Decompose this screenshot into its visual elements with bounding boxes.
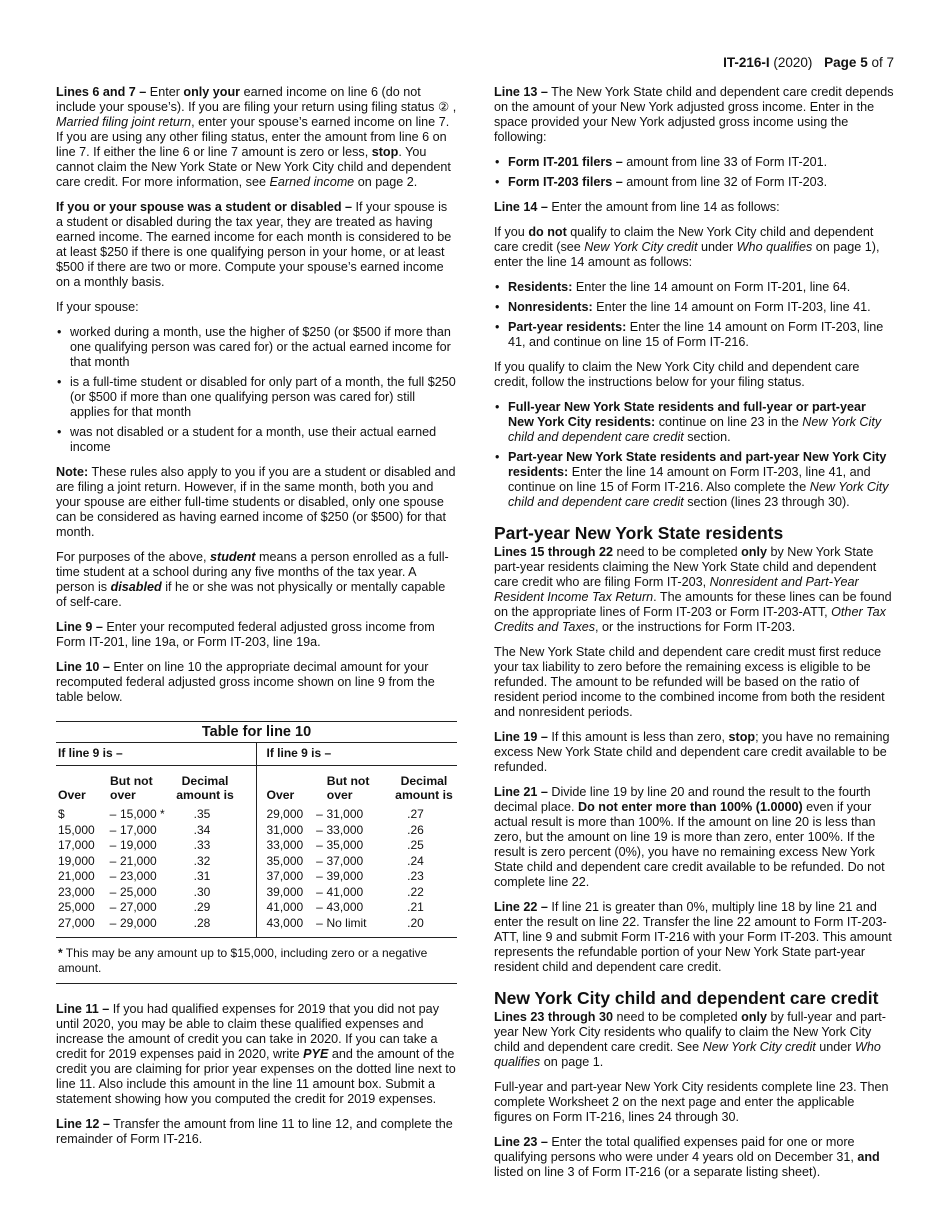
- nyc-credit-heading: New York City child and dependent care credit: [494, 988, 879, 1008]
- text: even if your actual result is more than 100%. If the amount on line 20 is less than zero, but the amount on line 19 is more than zero, enter 100%. If the result is zero percent (0%), you have no remaining excess New York State child and dependent care credit available to be refunded. Do not complete line 22.: [494, 800, 885, 889]
- text: Enter the line 14 amount on Form IT-201, line 64.: [572, 280, 851, 294]
- table-row: [257, 854, 458, 870]
- line-11-paragraph: [56, 1002, 457, 1107]
- table-row: [257, 869, 458, 885]
- student-heading: If you or your spouse was a student or disabled –: [56, 200, 353, 214]
- cell-dash: –: [316, 915, 323, 930]
- spouse-bullet-list: [56, 325, 457, 455]
- cell-but-not-over: 19,000: [120, 838, 157, 852]
- emphasis: Nonresident and Part-Year Resident Income Tax Return: [494, 575, 859, 604]
- cell-dash: –: [109, 915, 117, 930]
- text: means a person enrolled as a full-time student at a school during any five months of the tax year. A person is: [56, 550, 449, 594]
- table-row: [257, 823, 458, 839]
- lines-6-7-paragraph: [56, 85, 457, 190]
- cell-over: 39,000: [266, 884, 304, 899]
- cell-decimal: .33: [193, 838, 211, 852]
- cell-decimal: .27: [407, 807, 424, 821]
- cell-over: 21,000: [58, 869, 95, 883]
- cell-but-not-over: 39,000: [326, 869, 364, 883]
- nyc-full-paragraph: Full-year and part-year New York City residents complete line 23. Then complete Worksheet 2 on the next page and enter the applicable figures on Form IT-216, lines 24 through 30.: [494, 1080, 889, 1124]
- cell-over: 19,000: [58, 853, 95, 868]
- line-14-not-qualify-paragraph: [494, 225, 895, 270]
- text: need to be completed: [612, 1010, 742, 1024]
- cell-over: 41,000: [266, 900, 304, 914]
- text: section.: [683, 430, 731, 444]
- cell-dash: –: [109, 838, 117, 852]
- cell-dash: –: [316, 869, 323, 883]
- text: If your spouse is a student or disabled during the tax year, they are treated as having earned income. The earned income for each month is considered to be at least $250 if there is one qualifying person in your home, or at least $500 if there are two or more. Compute your spouse’s earned income on a monthly basis.: [56, 200, 452, 289]
- col-over: Over: [266, 788, 295, 802]
- cell-but-not-over: 25,000: [120, 884, 157, 899]
- emphasis: only: [741, 1010, 767, 1024]
- emphasis: Form IT-201 filers –: [508, 155, 623, 169]
- emphasis: and: [857, 1150, 880, 1164]
- line-10-table: [56, 721, 457, 938]
- line-11-heading: Line 11 –: [56, 1002, 110, 1016]
- left-column: [56, 85, 457, 1157]
- emphasis: Other Tax Credits and Taxes: [494, 605, 886, 634]
- emphasis: Who qualifies: [736, 240, 813, 254]
- cell-over: 23,000: [58, 884, 95, 899]
- cell-but-not-over: 23,000: [120, 869, 157, 883]
- cell-but-not-over: 31,000: [326, 807, 364, 821]
- table-row: [56, 854, 256, 870]
- text: . The amounts for these lines can be found on the appropriate lines of Form IT-203 or Form IT-203-ATT,: [494, 590, 892, 619]
- cell-over: $: [58, 807, 65, 821]
- text: These rules also apply to you if you are a student or disabled and are filing a joint return. However, if in the same month, both you and your spouse are either full-time students or disabled, only one spouse can be considered as having earned income of $250 (or $500) for that month.: [56, 465, 456, 539]
- emphasis: Part-year New York State residents and part-year New York City residents:: [508, 450, 887, 479]
- text: Enter the line 14 amount on Form IT-203, line 41, and continue on line 15 of Form IT-216. Also complete the: [508, 465, 871, 494]
- emphasis: New York City credit: [584, 240, 698, 254]
- cell-over: 35,000: [266, 853, 304, 868]
- cell-decimal: .21: [407, 900, 424, 914]
- part-year-heading: Part-year New York State residents: [494, 523, 784, 543]
- cell-dash: –: [109, 807, 117, 821]
- text: under: [697, 240, 737, 254]
- cell-but-not-over: 41,000: [326, 884, 364, 899]
- emphasis: do not: [528, 225, 567, 239]
- text: This may be any amount up to $15,000, including zero or a negative amount.: [58, 946, 428, 975]
- footnote-marker: *: [58, 946, 63, 960]
- cell-but-not-over: 27,000: [120, 900, 157, 914]
- text: If you: [494, 225, 529, 239]
- cell-dash: –: [109, 869, 117, 883]
- table-title: Table for line 10: [56, 722, 457, 743]
- cell-over: 27,000: [58, 915, 95, 930]
- table-row: [56, 807, 256, 823]
- cell-over: 31,000: [266, 822, 304, 837]
- text: on page 1), enter the line 14 amount as follows:: [494, 240, 880, 269]
- list-item: [494, 155, 895, 170]
- text: Enter the total qualified expenses paid for one or more qualifying persons who were under 4 years old on December 31,: [494, 1135, 858, 1164]
- cell-decimal: .28: [193, 915, 211, 930]
- cell-over: 29,000: [266, 807, 304, 821]
- text: . You cannot claim the New York State or New York City child and dependent care credit. For more information, see: [56, 145, 451, 189]
- cell-but-not-over: 17,000: [120, 822, 157, 837]
- text: Enter your recomputed federal adjusted gross income from Form IT-201, line 19a, or Form IT-203, line 19a.: [56, 620, 435, 649]
- qualify-paragraph: If you qualify to claim the New York City child and dependent care credit, follow the instructions below for your filing status.: [494, 360, 860, 389]
- cell-but-not-over: 37,000: [326, 853, 364, 868]
- emphasis: only your: [183, 85, 241, 99]
- lines-23-30-paragraph: [494, 1010, 895, 1070]
- line-14-bullets: [494, 280, 895, 350]
- note-heading: Note:: [56, 465, 89, 479]
- line-22-heading: Line 22 –: [494, 900, 548, 914]
- line-19-heading: Line 19 –: [494, 730, 548, 744]
- text: listed on line 3 of Form IT-216 (or a separate listing sheet).: [494, 1165, 821, 1179]
- line-9-paragraph: [56, 620, 457, 650]
- table-row: [56, 838, 256, 854]
- cell-decimal: .24: [407, 853, 424, 868]
- line-14-heading: Line 14 –: [494, 200, 548, 214]
- cell-decimal: .20: [407, 915, 424, 930]
- emphasis: Who qualifies: [494, 1040, 881, 1069]
- text: Enter the amount from line 14 as follows:: [547, 200, 780, 214]
- line-22-paragraph: [494, 900, 895, 975]
- line-9-heading: Line 9 –: [56, 620, 103, 634]
- cell-dash: –: [316, 807, 323, 821]
- emphasis: Form IT-203 filers –: [508, 175, 623, 189]
- purposes-paragraph: [56, 550, 457, 610]
- cell-but-not-over: No limit: [326, 915, 367, 930]
- cell-over: 25,000: [58, 900, 95, 914]
- cell-decimal: .30: [193, 884, 211, 899]
- emphasis: Nonresidents:: [508, 300, 593, 314]
- text: If line 21 is greater than 0%, multiply line 18 by line 21 and enter the result on line 22. Transfer the line 22 amount to Form IT-203-ATT, line 9 and submit Form IT-216 with your Form IT-203. This amount represents the refundable portion of your New York State part-year resident child and dependent care credit.: [494, 900, 892, 974]
- student-disabled-paragraph: [56, 200, 457, 290]
- list-item: • worked during a month, use the higher of $250 (or $500 if more than one qualifying person was cared for) or the actual earned income for that month: [56, 325, 457, 370]
- text: earned income on line 6 (do not include your spouse’s). If you are filing your return using filing status ② ,: [56, 85, 457, 114]
- cell-decimal: .25: [407, 838, 424, 852]
- right-column: [494, 85, 895, 1190]
- qualify-bullets: [494, 400, 895, 510]
- table-row: [56, 885, 256, 901]
- table-row: [257, 838, 458, 854]
- text: by full-year and part-year New York City residents who qualify to claim the New York City child and dependent care credit. See: [494, 1010, 886, 1054]
- line-12-paragraph: [56, 1117, 457, 1147]
- cell-but-not-over: 43,000: [326, 900, 364, 914]
- line-10-paragraph: [56, 660, 457, 705]
- cell-dash: –: [109, 900, 117, 914]
- cell-but-not-over: 35,000: [326, 838, 364, 852]
- lines-15-22-paragraph: [494, 545, 895, 635]
- emphasis: stop: [371, 145, 399, 159]
- line-13-paragraph: [494, 85, 895, 145]
- table-column-headers: [56, 768, 256, 807]
- list-item: [494, 300, 895, 315]
- text: need to be completed: [612, 545, 742, 559]
- text: continue on line 23 in the: [655, 415, 803, 429]
- text: Enter: [146, 85, 184, 99]
- cell-over: 15,000: [58, 822, 95, 837]
- text: section (lines 23 through 30).: [683, 495, 850, 509]
- table-right-rows: [257, 807, 458, 937]
- table-row: [257, 885, 458, 901]
- text: Enter the line 14 amount on Form IT-203, line 41.: [592, 300, 871, 314]
- cell-dash: –: [316, 884, 323, 899]
- table-left-half: [56, 743, 257, 937]
- if-spouse-label: If your spouse:: [56, 300, 139, 314]
- text: , enter your spouse’s earned income on line 7. If you are using any other filing status, enter the amount from line 6 on line 7. If either the line 6 or line 7 amount is zero or less,: [56, 115, 450, 159]
- text: The New York State child and dependent care credit depends on the amount of your New York adjusted gross income. Enter in the space provided your New York adjusted gross income using the following:: [494, 85, 894, 144]
- list-item: [494, 450, 895, 510]
- table-right-half: [257, 743, 458, 937]
- emphasis: Lines 15 through 22: [494, 545, 613, 559]
- table-row: [257, 807, 458, 823]
- line-14-paragraph: [494, 200, 895, 215]
- table-row: [257, 900, 458, 916]
- emphasis: New York City credit: [702, 1040, 816, 1054]
- table-row: [257, 916, 458, 932]
- col-decimal: Decimal amount is: [176, 774, 234, 802]
- list-item: [494, 400, 895, 445]
- list-item: [494, 280, 895, 295]
- page-label: Page 5: [824, 55, 868, 70]
- cell-decimal: .29: [193, 900, 211, 914]
- text: If this amount is less than zero,: [547, 730, 729, 744]
- emphasis: Married filing joint return: [56, 115, 192, 129]
- text: amount from line 33 of Form IT-201.: [622, 155, 828, 169]
- cell-but-not-over: 15,000 *: [120, 807, 165, 821]
- note-paragraph: [56, 465, 457, 540]
- emphasis: Full-year New York State residents and full-year or part-year New York City residents:: [508, 400, 866, 429]
- emphasis: only: [741, 545, 767, 559]
- emphasis: student: [210, 550, 256, 564]
- text: and the amount of the credit you are claiming for prior year expenses on the dotted line next to line 11. Also include this amount in the line 11 amount box. Submit a statement showing how you computed the credit for 2019 expenses.: [56, 1047, 456, 1106]
- emphasis: PYE: [303, 1047, 329, 1061]
- text: by New York State part-year residents claiming the New York State child and dependent care credit who are filing Form IT-203,: [494, 545, 877, 589]
- text: For purposes of the above,: [56, 550, 211, 564]
- line-21-heading: Line 21 –: [494, 785, 548, 799]
- line-13-bullets: [494, 155, 895, 190]
- page-of: of 7: [871, 55, 894, 70]
- text: amount from line 32 of Form IT-203.: [622, 175, 828, 189]
- cell-decimal: .34: [193, 822, 211, 837]
- list-item: • is a full-time student or disabled for only part of a month, the full $250 (or $500 if more than one qualifying person was cared for) still applies for that month: [56, 375, 457, 420]
- list-item: [494, 175, 895, 190]
- cell-decimal: .32: [193, 853, 211, 868]
- line-19-paragraph: [494, 730, 895, 775]
- text: on page 1.: [540, 1055, 604, 1069]
- text: ; you have no remaining excess New York State child and dependent care credit available to be refunded.: [494, 730, 890, 774]
- page-header: [723, 55, 894, 71]
- cell-decimal: .35: [193, 807, 211, 821]
- col-but-not-over: But not over: [326, 774, 370, 802]
- line-12-heading: Line 12 –: [56, 1117, 110, 1131]
- emphasis: Do not enter more than 100% (1.0000): [578, 800, 803, 814]
- cell-decimal: .23: [407, 869, 424, 883]
- table-column-headers: [257, 768, 458, 807]
- cell-dash: –: [316, 822, 323, 837]
- table-row: [56, 916, 256, 932]
- col-decimal: Decimal amount is: [395, 774, 453, 802]
- table-if-line-9: If line 9 is –: [257, 743, 458, 766]
- text: on page 2.: [354, 175, 418, 189]
- text: Enter the line 14 amount on Form IT-203, line 41, and continue on line 15 of Form IT-216.: [508, 320, 884, 349]
- text: Transfer the amount from line 11 to line 12, and complete the remainder of Form IT-216.: [56, 1117, 453, 1146]
- emphasis: stop: [728, 730, 756, 744]
- table-left-rows: [56, 807, 256, 937]
- text: qualify to claim the New York City child and dependent care credit (see: [494, 225, 874, 254]
- table-footnote: [56, 938, 457, 984]
- line-23-heading: Line 23 –: [494, 1135, 548, 1149]
- cell-dash: –: [109, 853, 117, 868]
- cell-but-not-over: 33,000: [326, 822, 364, 837]
- emphasis: Residents:: [508, 280, 573, 294]
- cell-but-not-over: 21,000: [120, 853, 157, 868]
- cell-over: 37,000: [266, 869, 304, 883]
- cell-dash: –: [316, 838, 323, 852]
- line-21-paragraph: [494, 785, 895, 890]
- text: if he or she was not physically or mentally capable of self-care.: [56, 580, 446, 609]
- cell-dash: –: [316, 853, 323, 868]
- text: under: [815, 1040, 856, 1054]
- text: Enter on line 10 the appropriate decimal amount for your recomputed federal adjusted gross income shown on line 9 from the table below.: [56, 660, 435, 704]
- cell-decimal: .22: [407, 884, 424, 899]
- cell-dash: –: [316, 900, 323, 914]
- emphasis: New York City child and dependent care credit: [508, 480, 889, 509]
- table-row: [56, 869, 256, 885]
- cell-but-not-over: 29,000: [120, 915, 157, 930]
- table-row: [56, 823, 256, 839]
- lines-6-7-heading: Lines 6 and 7 –: [56, 85, 147, 99]
- emphasis: Part-year residents:: [508, 320, 627, 334]
- cell-decimal: .26: [407, 822, 424, 837]
- table-if-line-9: If line 9 is –: [56, 743, 256, 766]
- form-year: (2020): [773, 55, 813, 70]
- emphasis: Lines 23 through 30: [494, 1010, 613, 1024]
- emphasis: Earned income: [269, 175, 355, 189]
- col-but-not-over: But not over: [110, 774, 153, 802]
- line-13-heading: Line 13 –: [494, 85, 548, 99]
- nys-credit-paragraph: The New York State child and dependent care credit must first reduce your tax liability to zero before the remaining excess is eligible to be refunded. The amount to be refunded will be based on the ratio of resident period income to the combined income from both the resident and nonresident periods.: [494, 645, 885, 719]
- text: , or the instructions for Form IT-203.: [595, 620, 796, 634]
- cell-dash: –: [109, 822, 117, 837]
- cell-over: 33,000: [266, 838, 304, 852]
- table-row: [56, 900, 256, 916]
- list-item: • was not disabled or a student for a month, use their actual earned income: [56, 425, 457, 455]
- cell-decimal: .31: [193, 869, 211, 883]
- emphasis: disabled: [110, 580, 162, 594]
- line-23-paragraph: [494, 1135, 895, 1180]
- text: If you had qualified expenses for 2019 that you did not pay until 2020, you may be able to claim these qualified expenses and increase the amount of credit you can take in 2020. If you can take a credit for 2019 expenses paid in 2020, write: [56, 1002, 439, 1061]
- text: Divide line 19 by line 20 and round the result to the fourth decimal place.: [494, 785, 871, 814]
- cell-over: 17,000: [58, 838, 95, 852]
- cell-dash: –: [109, 884, 117, 899]
- col-over: Over: [58, 788, 86, 802]
- emphasis: New York City child and dependent care credit: [508, 415, 882, 444]
- line-10-heading: Line 10 –: [56, 660, 110, 674]
- form-number: IT-216-I: [723, 55, 770, 70]
- cell-over: 43,000: [266, 915, 304, 930]
- list-item: [494, 320, 895, 350]
